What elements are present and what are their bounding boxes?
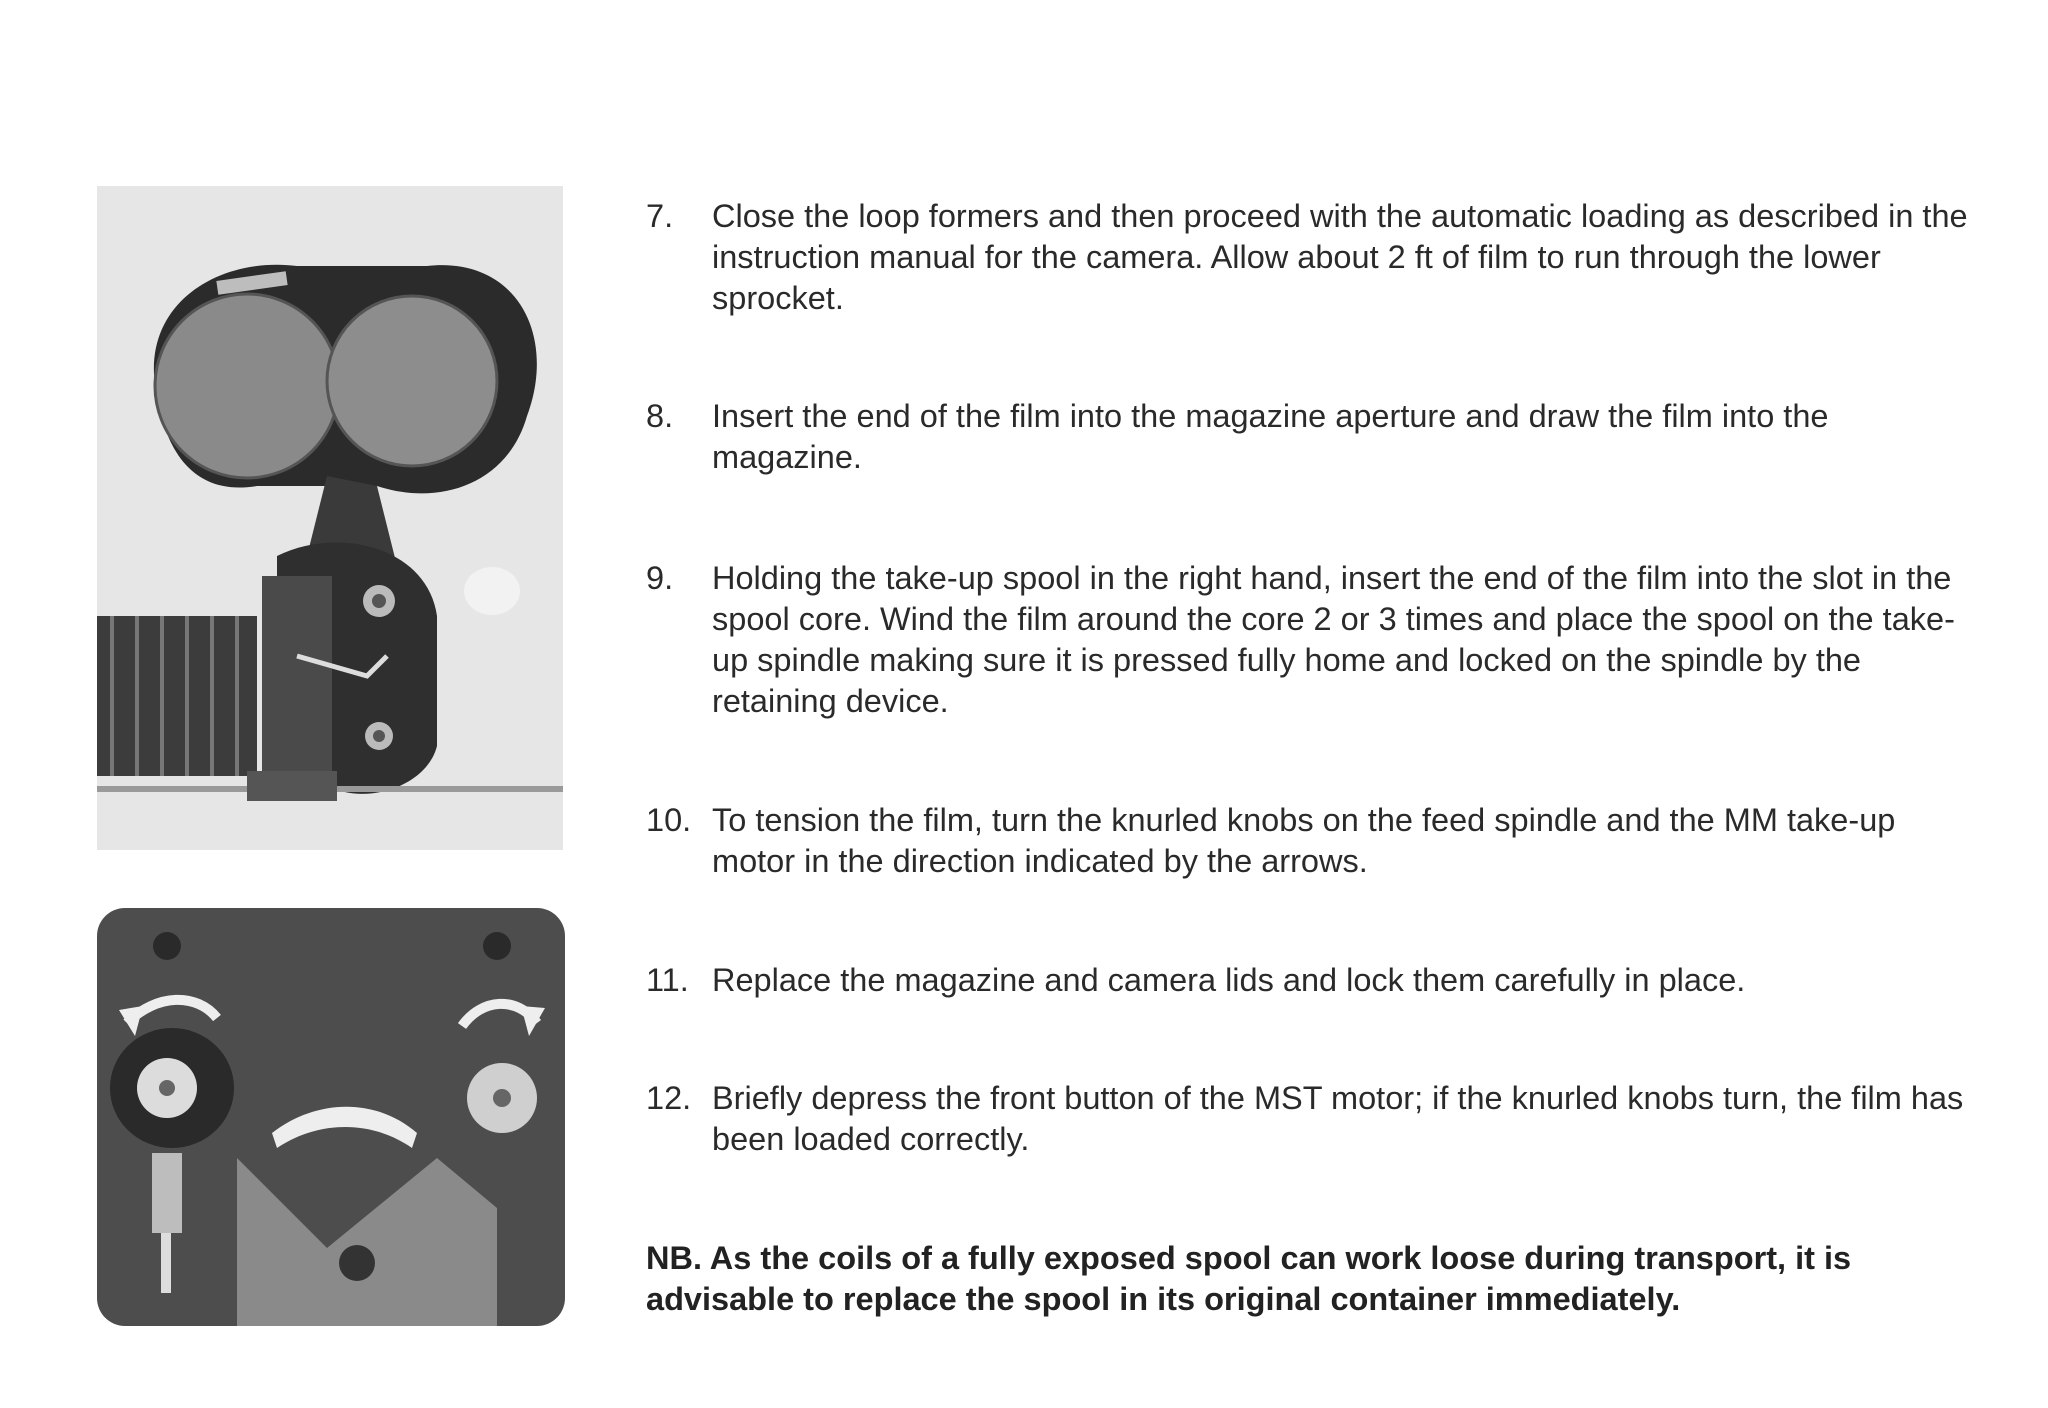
- step-number: 10.: [646, 802, 692, 838]
- step-item: [646, 800, 1986, 882]
- step-text: Replace the magazine and camera lids and lock them carefully in place.: [712, 962, 1746, 998]
- step-text: Briefly depress the front button of the MST motor; if the knurled knobs turn, the film has been loaded correctly.: [712, 1080, 1964, 1157]
- step-item: [646, 1078, 1986, 1160]
- step-number: 7.: [646, 198, 674, 234]
- step-item: [646, 396, 1986, 478]
- magazine-knobs-illustration: [97, 908, 565, 1326]
- step-item: [646, 960, 1986, 1001]
- camera-magazine-illustration: [97, 186, 563, 850]
- transport-note: NB. As the coils of a fully exposed spool can work loose during transport, it is advisable to replace the spool in its original container immediately.: [646, 1240, 1852, 1317]
- magazine-knobs-photo: [97, 908, 565, 1326]
- step-number: 9.: [646, 560, 674, 596]
- step-text: To tension the film, turn the knurled knobs on the feed spindle and the MM take-up motor in the direction indicated by the arrows.: [712, 802, 1896, 879]
- camera-magazine-photo: [97, 186, 563, 850]
- step-item: [646, 196, 1986, 319]
- step-text: Holding the take-up spool in the right hand, insert the end of the film into the slot in the spool core. Wind the film around the core 2 or 3 times and place the spool on the take-up spindle making sure it is pressed fully home and locked on the spindle by the retaining device.: [712, 560, 1955, 719]
- step-text: Close the loop formers and then proceed with the automatic loading as described in the instruction manual for the camera. Allow about 2 ft of film to run through the lower sprocket.: [712, 198, 1968, 316]
- step-number: 11.: [646, 962, 689, 998]
- step-item: [646, 558, 1986, 722]
- step-number: 8.: [646, 398, 674, 434]
- step-number: 12.: [646, 1080, 692, 1116]
- step-text: Insert the end of the film into the magazine aperture and draw the film into the magazine.: [712, 398, 1829, 475]
